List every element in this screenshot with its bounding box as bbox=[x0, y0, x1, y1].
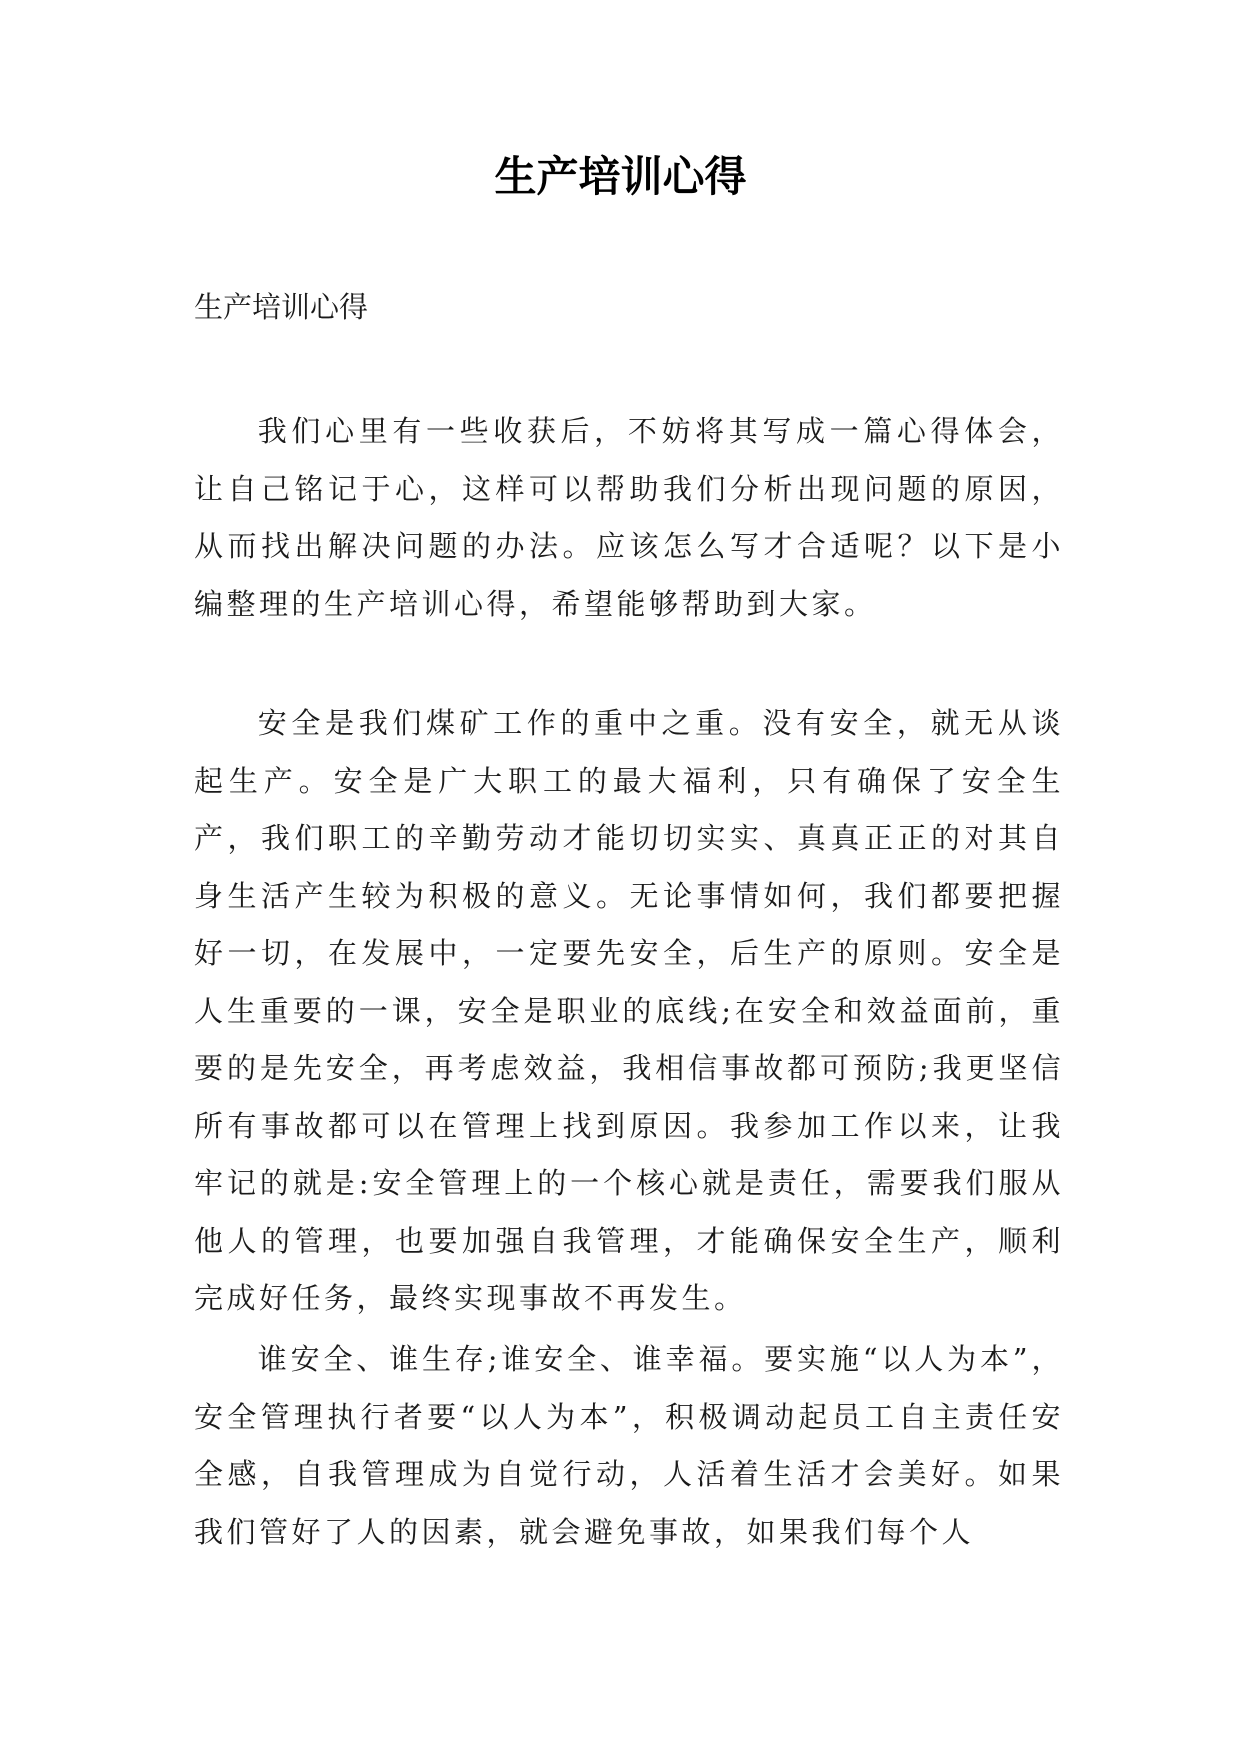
paragraph-intro: 我们心里有一些收获后，不妨将其写成一篇心得体会，让自己铭记于心，这样可以帮助我们分析出现问题的原因，从而找出解决问题的办法。应该怎么写才合适呢？以下是小编整理的生产培训心得，希望能够帮助到大家。 bbox=[194, 414, 1064, 621]
paragraph-people-first: 谁安全、谁生存;谁安全、谁幸福。要实施“以人为本”，安全管理执行者要“以人为本”，积极调动起员工自主责任安全感，自我管理成为自觉行动，人活着生活才会美好。如果我们管好了人的因素，就会避免事故，如果我们每个人 bbox=[194, 1342, 1064, 1549]
paragraph-safety: 安全是我们煤矿工作的重中之重。没有安全，就无从谈起生产。安全是广大职工的最大福利，只有确保了安全生产，我们职工的辛勤劳动才能切切实实、真真正正的对其自身生活产生较为积极的意义。无论事情如何，我们都要把握好一切，在发展中，一定要先安全，后生产的原则。安全是人生重要的一课，安全是职业的底线;在安全和效益面前，重要的是先安全，再考虑效益，我相信事故都可预防;我更坚信所有事故都可以在管理上找到原因。我参加工作以来，让我牢记的就是:安全管理上的一个核心就是责任，需要我们服从他人的管理，也要加强自我管理，才能确保安全生产，顺利完成好任务，最终实现事故不再发生。 bbox=[194, 706, 1064, 1315]
document-title: 生产培训心得 bbox=[494, 152, 747, 201]
document-subtitle: 生产培训心得 bbox=[194, 290, 369, 324]
